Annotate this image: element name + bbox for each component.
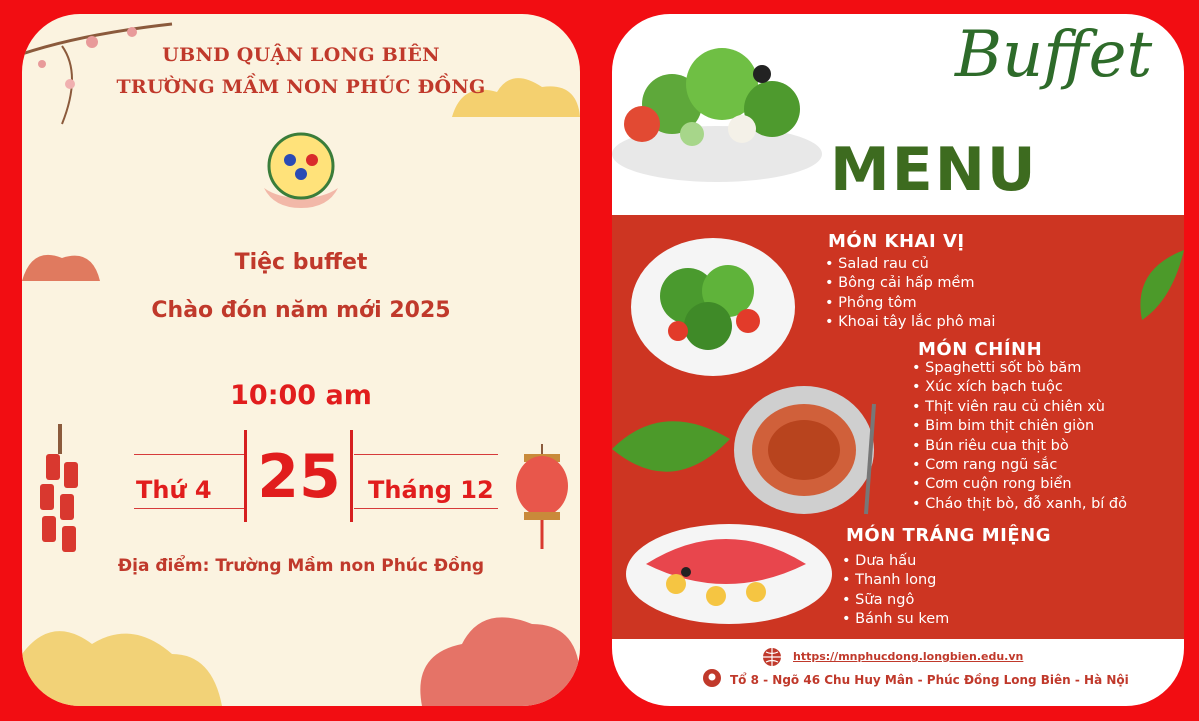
event-weekday: Thứ 4	[136, 476, 212, 504]
divider	[350, 430, 353, 522]
event-venue: Địa điểm: Trường Mầm non Phúc Đồng	[117, 556, 485, 576]
school-logo-icon	[254, 128, 348, 212]
address: Tổ 8 - Ngõ 46 Chu Huy Mân - Phúc Đồng Long Biên - Hà Nội	[730, 673, 1129, 687]
event-month: Tháng 12	[368, 476, 494, 504]
list-item: • Phồng tôm	[825, 294, 995, 313]
list-item: • Cháo thịt bò, đỗ xanh, bí đỏ	[912, 495, 1127, 514]
section-title-main: MÓN CHÍNH	[918, 339, 1043, 360]
fruit-plate-icon	[626, 504, 832, 626]
list-item: • Cơm rang ngũ sắc	[912, 456, 1127, 475]
globe-icon	[762, 647, 782, 667]
divider	[134, 454, 244, 455]
main-course-list	[912, 359, 1127, 514]
divider	[354, 508, 498, 509]
salad-plate-icon	[628, 236, 798, 378]
list-item: • Bông cải hấp mềm	[825, 274, 995, 293]
divider	[134, 508, 244, 509]
dessert-list	[842, 552, 949, 630]
list-item: • Thịt viên rau củ chiên xù	[912, 398, 1127, 417]
list-item: • Cơm cuộn rong biển	[912, 475, 1127, 494]
spaghetti-plate-icon	[734, 384, 884, 516]
list-item: • Bún riêu cua thịt bò	[912, 437, 1127, 456]
event-subtitle: Chào đón năm mới 2025	[151, 298, 451, 323]
menu-title: MENU	[830, 135, 1038, 205]
list-item: • Bim bim thịt chiên giòn	[912, 417, 1127, 436]
event-day: 25	[257, 442, 341, 512]
list-item: • Sữa ngô	[842, 591, 949, 610]
menu-card	[612, 14, 1184, 706]
org-name: UBND QUẬN LONG BIÊN	[162, 44, 440, 66]
list-item: • Dưa hấu	[842, 552, 949, 571]
event-time: 10:00 am	[230, 380, 372, 411]
list-item: • Thanh long	[842, 571, 949, 590]
list-item: • Spaghetti sốt bò băm	[912, 359, 1127, 378]
list-item: • Xúc xích bạch tuộc	[912, 378, 1127, 397]
salad-bowl-icon	[612, 14, 827, 189]
school-name: TRƯỜNG MẦM NON PHÚC ĐỒNG	[116, 76, 486, 98]
firecracker-icon	[28, 414, 98, 564]
buffet-script-title: Buffet	[955, 18, 1153, 92]
leaf-icon	[612, 409, 730, 491]
cloud-icon	[402, 594, 580, 706]
appetizer-list	[825, 255, 995, 333]
event-title: Tiệc buffet	[234, 250, 368, 275]
list-item: • Khoai tây lắc phô mai	[825, 313, 995, 332]
leaf-icon	[1132, 250, 1184, 320]
website-link[interactable]: https://mnphucdong.longbien.edu.vn	[793, 650, 1024, 663]
location-pin-icon	[702, 668, 722, 690]
section-title-dessert: MÓN TRÁNG MIỆNG	[846, 525, 1051, 546]
list-item: • Salad rau củ	[825, 255, 995, 274]
invitation-card	[22, 14, 580, 706]
divider	[354, 454, 498, 455]
list-item: • Bánh su kem	[842, 610, 949, 629]
cloud-icon	[442, 62, 580, 142]
divider	[244, 430, 247, 522]
cloud-icon	[22, 594, 222, 706]
section-title-appetizer: MÓN KHAI VỊ	[828, 231, 965, 252]
lantern-icon	[512, 444, 572, 554]
